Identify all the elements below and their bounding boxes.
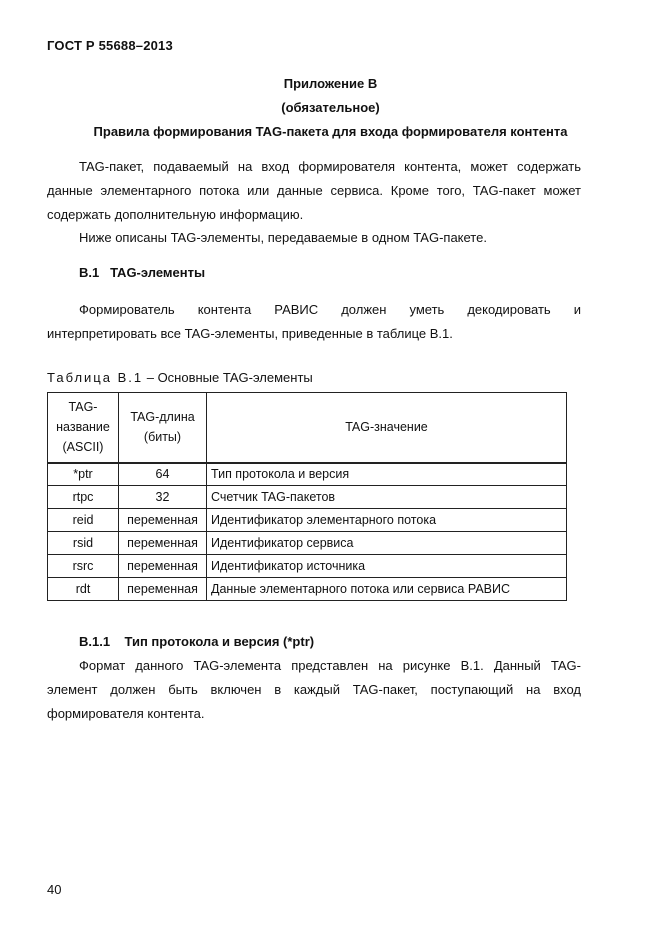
table-row — [48, 555, 567, 578]
cell-tag-value: Счетчик TAG-пакетов — [207, 486, 567, 509]
table-row — [48, 532, 567, 555]
table-caption — [47, 370, 313, 385]
section-b1-paragraph-line-2: интерпретировать все TAG-элементы, приведенные в таблице В.1. — [47, 326, 453, 341]
section-b11-paragraph-line-1: Формат данного TAG-элемента представлен на рисунке В.1. Данный TAG- — [79, 658, 581, 673]
document-id: ГОСТ Р 55688–2013 — [47, 38, 173, 53]
appendix-status: (обязательное) — [281, 100, 380, 115]
cell-tag-length: 64 — [119, 463, 207, 486]
intro-paragraph-line-1: TAG-пакет, подаваемый на вход формирователя контента, может содержать — [79, 159, 581, 174]
section-b1-paragraph-line-1: Формирователь контента РАВИС должен уметь декодировать и — [79, 302, 581, 317]
header-tag-value: TAG-значение — [207, 393, 567, 463]
cell-tag-value: Идентификатор сервиса — [207, 532, 567, 555]
table-row — [48, 509, 567, 532]
cell-tag-length: переменная — [119, 555, 207, 578]
section-b1-heading — [79, 265, 205, 280]
cell-tag-name: rtpc — [48, 486, 119, 509]
section-title: TAG-элементы — [110, 265, 206, 280]
cell-tag-value: Данные элементарного потока или сервиса РАВИС — [207, 578, 567, 601]
intro-paragraph-line-3: содержать дополнительную информацию. — [47, 207, 304, 222]
section-b11-paragraph-line-2: элемент должен быть включен в каждый TAG-пакет, поступающий на вход — [47, 682, 581, 697]
header-tag-name-line-3: (ASCII) — [62, 440, 104, 455]
cell-tag-length: переменная — [119, 532, 207, 555]
table-row — [48, 463, 567, 486]
table-row — [48, 486, 567, 509]
cell-tag-value: Тип протокола и версия — [207, 463, 567, 486]
section-number: В.1 — [79, 265, 100, 280]
section-number: В.1.1 — [79, 634, 111, 649]
table-header-row — [48, 393, 567, 463]
cell-tag-name: rsrc — [48, 555, 119, 578]
section-b11-paragraph-line-3: формирователя контента. — [47, 706, 205, 721]
cell-tag-name: rsid — [48, 532, 119, 555]
table-row — [48, 578, 567, 601]
intro-paragraph-line-2: данные элементарного потока или данные сервиса. Кроме того, TAG-пакет может — [47, 183, 581, 198]
header-tag-length — [119, 393, 207, 463]
cell-tag-value: Идентификатор элементарного потока — [207, 509, 567, 532]
appendix-title: Приложение В — [283, 76, 378, 91]
cell-tag-length: 32 — [119, 486, 207, 509]
section-title: Тип протокола и версия (*ptr) — [124, 634, 315, 649]
table-caption-text: – Основные TAG-элементы — [143, 370, 313, 385]
table-caption-label: Таблица В.1 — [47, 370, 144, 385]
header-tag-name-line-2: название — [56, 420, 110, 435]
cell-tag-length: переменная — [119, 578, 207, 601]
cell-tag-name: reid — [48, 509, 119, 532]
page-number: 40 — [47, 882, 62, 897]
tag-elements-table — [47, 392, 567, 601]
cell-tag-value: Идентификатор источника — [207, 555, 567, 578]
cell-tag-name: rdt — [48, 578, 119, 601]
header-tag-name-line-1: TAG- — [68, 400, 98, 415]
header-tag-length-line-2: (биты) — [143, 430, 182, 445]
section-b11-heading — [79, 634, 314, 649]
appendix-heading: Правила формирования TAG-пакета для входа формирователя контента — [93, 124, 568, 139]
header-tag-length-line-1: TAG-длина — [130, 410, 195, 425]
cell-tag-length: переменная — [119, 509, 207, 532]
intro-paragraph-2: Ниже описаны TAG-элементы, передаваемые в одном TAG-пакете. — [79, 230, 487, 245]
cell-tag-name: *ptr — [48, 463, 119, 486]
header-tag-name — [48, 393, 119, 463]
